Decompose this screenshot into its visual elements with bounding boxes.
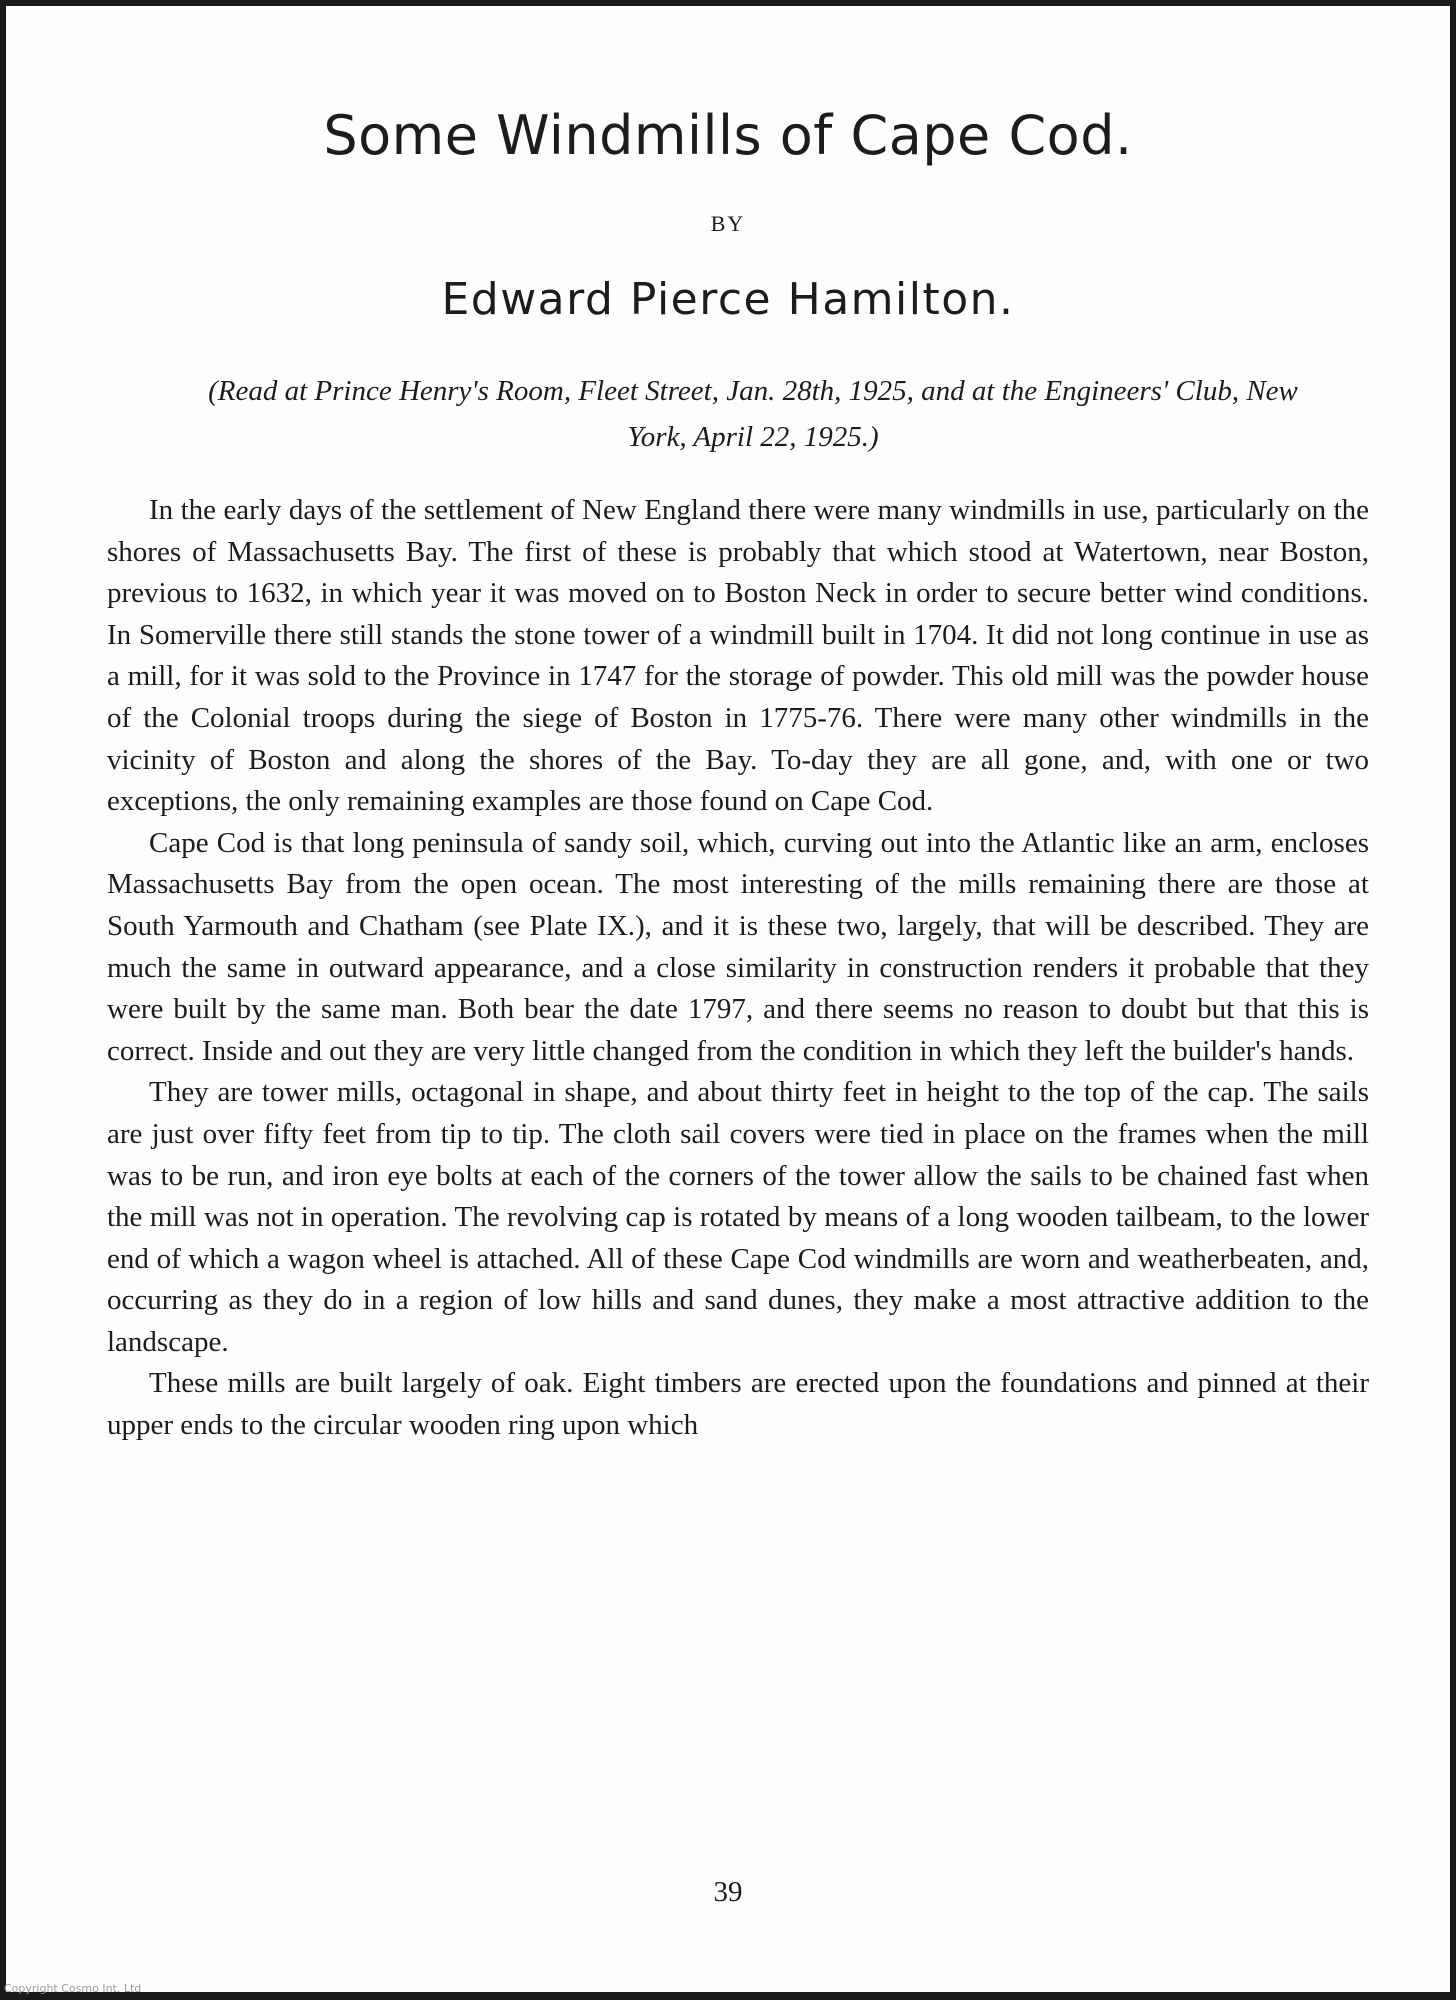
document-page [6,6,1450,1992]
paragraph-3: They are tower mills, octagonal in shape, and about thirty feet in height to the top of the cap. The sails are just over fifty feet from tip to tip. The cloth sail covers were tied in place on the frames when the mill was to be run, and iron eye bolts at each of the corners of the tower allow the sails to be chained fast when the mill was not in operation. The revolving cap is rotated by means of a long wooden tailbeam, to the lower end of which a wagon wheel is attached. All of these Cape Cod windmills are worn and weatherbeaten, and, occurring as they do in a region of low hills and sand dunes, they make a most attractive addition to the landscape. [107,1076,1369,1358]
author-name: Edward Pierce Hamilton. [441,274,1015,325]
copyright-notice: Copyright Cosmo Int. Ltd [4,1982,142,1995]
reading-note: (Read at Prince Henry's Room, Fleet Street, Jan. 28th, 1925, and at the Engineers' Club, New York, April 22, 1925.) [208,375,1298,453]
paragraph-1: In the early days of the settlement of New England there were many windmills in use, particularly on the shores of Massachusetts Bay. The first of these is probably that which stood at Watertown, near Boston, previous to 1632, in which year it was moved on to Boston Neck in order to secure better wind conditions. In Somerville there still stands the stone tower of a windmill built in 1704. It did not long continue in use as a mill, for it was sold to the Province in 1747 for the storage of powder. This old mill was the powder house of the Colonial troops during the siege of Boston in 1775-76. There were many other windmills in the vicinity of Boston and along the shores of the Bay. To-day they are all gone, and, with one or two exceptions, the only remaining examples are those found on Cape Cod. [107,494,1369,818]
article-title: Some Windmills of Cape Cod. [323,104,1133,167]
paragraph-2: Cape Cod is that long peninsula of sandy soil, which, curving out into the Atlantic like an arm, encloses Massachusetts Bay from the open ocean. The most interesting of the mills remaining there are those at South Yarmouth and Chatham (see Plate IX.), and it is these two, largely, that will be described. They are much the same in outward appearance, and a close similarity in construction renders it probable that they were built by the same man. Both bear the date 1797, and there seems no reason to doubt but that this is correct. Inside and out they are very little changed from the condition in which they left the builder's hands. [107,826,1369,1067]
article-body [107,490,1369,1447]
page-number: 39 [713,1876,743,1908]
byline-label: BY [710,211,746,236]
paragraph-4: These mills are built largely of oak. Eight timbers are erected upon the foundations and pinned at their upper ends to the circular wooden ring upon which [107,1367,1369,1442]
